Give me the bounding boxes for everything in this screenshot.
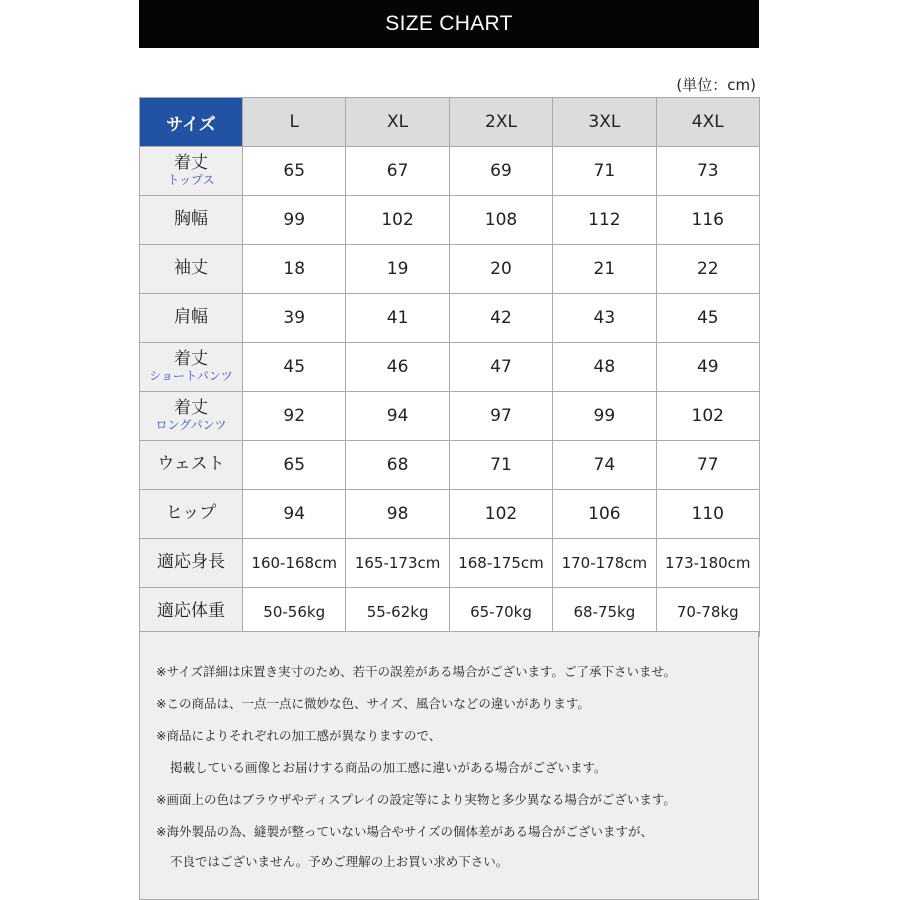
size-value-cell: 73 [656,147,759,196]
size-table-body [140,147,760,637]
row-label-cell [140,539,243,588]
size-value-cell: 67 [346,147,449,196]
table-row [140,147,760,196]
size-header-cell: XL [346,98,449,147]
size-value-cell: 92 [243,392,346,441]
size-value-cell: 99 [553,392,656,441]
size-value-cell: 21 [553,245,656,294]
size-value-cell: 77 [656,441,759,490]
size-value-cell: 19 [346,245,449,294]
size-value-cell: 69 [449,147,552,196]
size-value-cell: 47 [449,343,552,392]
size-value-cell: 98 [346,490,449,539]
note-line: ※この商品は、一点一点に微妙な色、サイズ、風合いなどの違いがあります。 [156,696,590,711]
size-value-cell: 42 [449,294,552,343]
size-header-cell: 3XL [553,98,656,147]
row-label-cell [140,588,243,637]
note-line: ※商品によりそれぞれの加工感が異なりますので、 [156,728,442,743]
row-label-cell [140,245,243,294]
size-value-cell: 168-175cm [449,539,552,588]
row-label-cell [140,343,243,392]
size-value-cell: 18 [243,245,346,294]
size-header-cell: 2XL [449,98,552,147]
size-value-cell: 102 [449,490,552,539]
row-label: ウェスト [157,454,225,475]
size-header-cell: L [243,98,346,147]
size-value-cell: 46 [346,343,449,392]
size-value-cell: 110 [656,490,759,539]
size-value-cell: 49 [656,343,759,392]
size-value-cell: 102 [346,196,449,245]
table-row [140,343,760,392]
size-value-cell: 173-180cm [656,539,759,588]
size-value-cell: 65 [243,147,346,196]
row-label-cell [140,441,243,490]
size-value-cell: 170-178cm [553,539,656,588]
size-value-cell: 43 [553,294,656,343]
row-label: 着丈 [174,397,208,418]
size-value-cell: 116 [656,196,759,245]
size-value-cell: 55-62kg [346,588,449,637]
note-line: ※サイズ詳細は床置き実寸のため、若干の誤差がある場合がございます。ご了承下さいませ。 [156,664,677,679]
size-header-row [140,98,760,147]
size-value-cell: 74 [553,441,656,490]
table-row [140,245,760,294]
size-value-cell: 68 [346,441,449,490]
row-label: 胸幅 [174,209,208,230]
row-label-cell [140,490,243,539]
row-sublabel: トップス [167,173,215,188]
table-row [140,196,760,245]
size-chart-sheet [139,0,759,900]
row-label: 着丈 [174,152,208,173]
size-value-cell: 45 [243,343,346,392]
row-label-cell [140,294,243,343]
row-label-cell [140,147,243,196]
row-label: 着丈 [174,348,208,369]
notes-panel [139,631,759,900]
row-sublabel: ロングパンツ [155,418,227,433]
size-header-cell: 4XL [656,98,759,147]
note-line: ※海外製品の為、縫製が整っていない場合やサイズの個体差がある場合がございますが、 [156,824,653,839]
table-row [140,441,760,490]
size-value-cell: 39 [243,294,346,343]
size-value-cell: 22 [656,245,759,294]
size-value-cell: 45 [656,294,759,343]
size-value-cell: 68-75kg [553,588,656,637]
size-value-cell: 65-70kg [449,588,552,637]
row-label: 袖丈 [174,258,208,279]
size-value-cell: 71 [553,147,656,196]
size-corner-label: サイズ [140,98,243,147]
row-sublabel: ショートパンツ [149,369,233,384]
row-label-cell [140,392,243,441]
note-line: ※画面上の色はブラウザやディスプレイの設定等により実物と多少異なる場合がございます。 [156,792,676,807]
row-label: 肩幅 [174,307,208,328]
table-row [140,588,760,637]
note-line: 掲載している画像とお届けする商品の加工感に違いがある場合がございます。 [170,760,607,775]
row-label-cell [140,196,243,245]
size-value-cell: 108 [449,196,552,245]
size-value-cell: 160-168cm [243,539,346,588]
size-value-cell: 65 [243,441,346,490]
unit-label: (単位：cm) [676,76,756,94]
size-value-cell: 20 [449,245,552,294]
table-row [140,392,760,441]
note-line: 不良ではございません。予めご理解の上お買い求め下さい。 [170,854,509,869]
size-value-cell: 50-56kg [243,588,346,637]
size-value-cell: 165-173cm [346,539,449,588]
table-row [140,490,760,539]
size-value-cell: 71 [449,441,552,490]
size-value-cell: 70-78kg [656,588,759,637]
row-label: 適応身長 [157,552,225,573]
size-table [139,97,760,637]
size-value-cell: 102 [656,392,759,441]
table-row [140,539,760,588]
size-value-cell: 106 [553,490,656,539]
size-value-cell: 97 [449,392,552,441]
size-value-cell: 48 [553,343,656,392]
size-value-cell: 41 [346,294,449,343]
size-value-cell: 94 [346,392,449,441]
size-value-cell: 99 [243,196,346,245]
size-value-cell: 94 [243,490,346,539]
size-value-cell: 112 [553,196,656,245]
row-label: 適応体重 [157,601,225,622]
chart-title: SIZE CHART [139,0,759,48]
row-label: ヒップ [165,503,217,524]
table-row [140,294,760,343]
